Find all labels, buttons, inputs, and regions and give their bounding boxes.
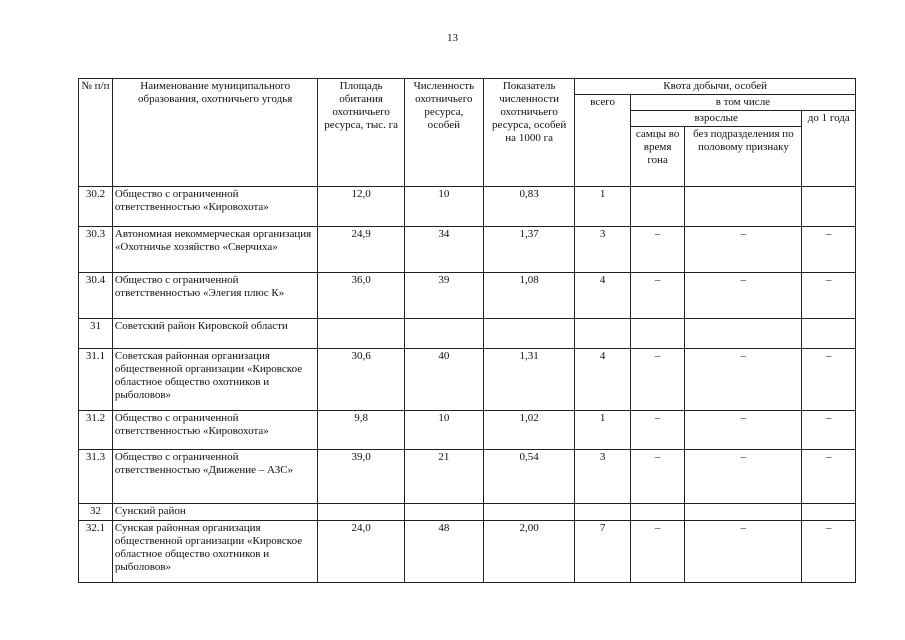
table-row <box>79 521 856 583</box>
row-density: 0,83 <box>483 187 574 227</box>
row-males <box>630 319 684 349</box>
row-area: 24,0 <box>318 521 404 583</box>
row-males: – <box>630 227 684 273</box>
table-row <box>79 450 856 504</box>
header-quota: Квота добычи, особей <box>575 79 856 95</box>
header-density: Показатель численности охотничьего ресурса, особей на 1000 га <box>483 79 574 187</box>
header-including: в том числе <box>630 95 855 111</box>
row-young: – <box>802 411 856 450</box>
row-males: – <box>630 411 684 450</box>
row-name: Сунский район <box>112 504 318 521</box>
row-density: 1,08 <box>483 273 574 319</box>
row-name: Общество с ограниченной ответственностью «Движение – АЗС» <box>112 450 318 504</box>
table-row <box>79 504 856 521</box>
row-count: 34 <box>404 227 483 273</box>
header-adults: взрослые <box>630 111 802 127</box>
row-no-sex <box>685 187 802 227</box>
row-density <box>483 504 574 521</box>
row-area: 12,0 <box>318 187 404 227</box>
row-num: 30.4 <box>79 273 113 319</box>
header-area: Площадь обитания охотничьего ресурса, тыс. га <box>318 79 404 187</box>
row-area: 24,9 <box>318 227 404 273</box>
row-area <box>318 319 404 349</box>
row-density: 1,02 <box>483 411 574 450</box>
header-num: № п/п <box>79 79 113 187</box>
row-count: 21 <box>404 450 483 504</box>
row-num: 30.3 <box>79 227 113 273</box>
row-total: 3 <box>575 227 630 273</box>
row-area: 39,0 <box>318 450 404 504</box>
row-name: Советский район Кировской области <box>112 319 318 349</box>
row-density: 0,54 <box>483 450 574 504</box>
row-count: 40 <box>404 349 483 411</box>
row-area: 36,0 <box>318 273 404 319</box>
row-name: Общество с ограниченной ответственностью «Элегия плюс К» <box>112 273 318 319</box>
row-young: – <box>802 349 856 411</box>
row-count: 39 <box>404 273 483 319</box>
row-total <box>575 504 630 521</box>
row-density <box>483 319 574 349</box>
row-count: 48 <box>404 521 483 583</box>
row-name: Автономная некоммерческая организация «Охотничье хозяйство «Сверчиха» <box>112 227 318 273</box>
row-total: 1 <box>575 187 630 227</box>
row-males: – <box>630 521 684 583</box>
row-num: 32 <box>79 504 113 521</box>
header-males-rut: самцы во время гона <box>630 127 684 187</box>
row-area: 9,8 <box>318 411 404 450</box>
header-name: Наименование муниципального образования, охотничьего угодья <box>112 79 318 187</box>
row-no-sex <box>685 504 802 521</box>
row-count <box>404 319 483 349</box>
header-no-sex: без подразделения по половому признаку <box>685 127 802 187</box>
page-number: 13 <box>447 32 458 44</box>
row-males: – <box>630 450 684 504</box>
row-count: 10 <box>404 411 483 450</box>
row-name: Общество с ограниченной ответственностью «Кировохота» <box>112 411 318 450</box>
table-row <box>79 187 856 227</box>
header-total: всего <box>575 95 630 187</box>
row-count: 10 <box>404 187 483 227</box>
row-name: Сунская районная организация общественной организации «Кировское областное общество охотников и рыболовов» <box>112 521 318 583</box>
row-young: – <box>802 521 856 583</box>
row-males <box>630 187 684 227</box>
row-num: 32.1 <box>79 521 113 583</box>
row-name: Общество с ограниченной ответственностью «Кировохота» <box>112 187 318 227</box>
row-total: 7 <box>575 521 630 583</box>
row-total <box>575 319 630 349</box>
row-count <box>404 504 483 521</box>
table-row <box>79 349 856 411</box>
row-young: – <box>802 450 856 504</box>
row-num: 31.1 <box>79 349 113 411</box>
row-males <box>630 504 684 521</box>
row-young <box>802 504 856 521</box>
table-row <box>79 319 856 349</box>
quota-table <box>78 78 856 583</box>
header-count: Численность охотничьего ресурса, особей <box>404 79 483 187</box>
table-row <box>79 411 856 450</box>
table-row <box>79 273 856 319</box>
row-num: 30.2 <box>79 187 113 227</box>
row-males: – <box>630 273 684 319</box>
row-density: 2,00 <box>483 521 574 583</box>
row-density: 1,31 <box>483 349 574 411</box>
row-total: 4 <box>575 273 630 319</box>
row-total: 1 <box>575 411 630 450</box>
row-no-sex: – <box>685 411 802 450</box>
row-total: 4 <box>575 349 630 411</box>
row-young: – <box>802 273 856 319</box>
row-no-sex: – <box>685 273 802 319</box>
row-males: – <box>630 349 684 411</box>
row-young: – <box>802 227 856 273</box>
table-row <box>79 227 856 273</box>
header-under-1: до 1 года <box>802 111 856 187</box>
row-total: 3 <box>575 450 630 504</box>
row-num: 31.3 <box>79 450 113 504</box>
row-young <box>802 187 856 227</box>
row-no-sex: – <box>685 450 802 504</box>
row-young <box>802 319 856 349</box>
row-num: 31 <box>79 319 113 349</box>
row-density: 1,37 <box>483 227 574 273</box>
row-no-sex: – <box>685 349 802 411</box>
row-name: Советская районная организация общественной организации «Кировское областное общество охотников и рыболовов» <box>112 349 318 411</box>
row-area <box>318 504 404 521</box>
row-num: 31.2 <box>79 411 113 450</box>
row-no-sex: – <box>685 227 802 273</box>
row-no-sex <box>685 319 802 349</box>
row-area: 30,6 <box>318 349 404 411</box>
row-no-sex: – <box>685 521 802 583</box>
